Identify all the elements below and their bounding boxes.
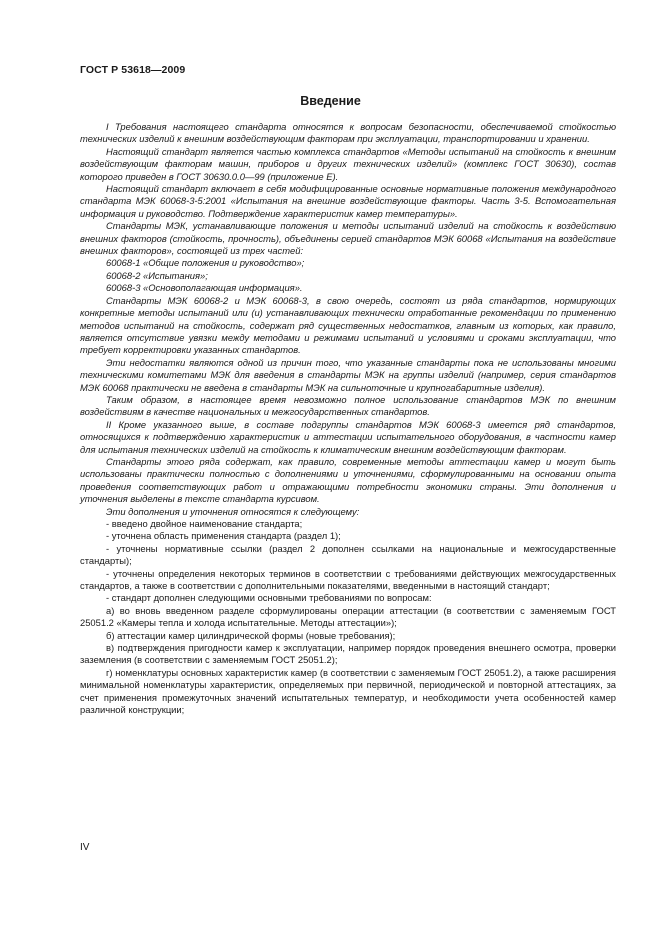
- paragraph: Стандарты этого ряда содержат, как правило, современные методы аттестации камер и могут быть использованы практически полностью с дополнениями и уточнениями, сформулированными на основании опыта проведения соответствующих работ и отражающими потребности экономики страны. Эти дополнения и уточнения выделены в тексте стандарта курсивом.: [80, 455, 616, 505]
- list-item: г) номенклатуры основных характеристик камер (в соответствии с заменяемым ГОСТ 25051.2), а также расширения минимальной номенклатуры характеристик, определяемых при первичной, периодической и повторной аттестациях, за счет применения промежуточных значений испытательных температур, и необходимости учета особенностей камер различной конструкции;: [80, 666, 616, 716]
- list-item: - уточнены определения некоторых терминов в соответствии с требованиями действующих межгосударственных стандартов, а также в соответствии с дополнительными показателями, введенными в настоящий стандарт;: [80, 567, 616, 592]
- paragraph: Настоящий стандарт является частью комплекса стандартов «Методы испытаний на стойкость к внешним воздействующим факторам машин, приборов и других технических изделий» (комплекс ГОСТ 30630), состав которого приведен в ГОСТ 30630.0.0—99 (приложение Е).: [80, 145, 616, 182]
- paragraph: Эти дополнения и уточнения относятся к следующему:: [106, 505, 360, 517]
- paragraph: Настоящий стандарт включает в себя модифицированные основные нормативные положения международного стандарта МЭК 60068-3-5:2001 «Испытания на внешние воздействующие факторы. Часть 3-5. Вспомогательная информация и руководство. Подтверждение характеристик камер температуры».: [80, 183, 616, 219]
- list-item: в) подтверждения пригодности камер к эксплуатации, например порядок проведения внешнего осмотра, проверки заземления (в соответствии с заменяемым ГОСТ 25051.2);: [80, 642, 616, 666]
- list-item: 60068-3 «Основополагающая информация».: [106, 282, 303, 294]
- document-body: [80, 121, 616, 717]
- list-item: - уточнена область применения стандарта (раздел 1);: [106, 530, 341, 542]
- list-item: - уточнены нормативные ссылки (раздел 2 дополнен ссылками на национальные и межгосударственные стандарты);: [80, 542, 616, 567]
- paragraph: Таким образом, в настоящее время невозможно полное использование стандартов МЭК по внешним воздействиям в качестве национальных и межгосударственных стандартов.: [80, 393, 616, 418]
- list-item: б) аттестации камер цилиндрической формы (новые требования);: [106, 629, 396, 641]
- section-title: Введение: [300, 94, 361, 108]
- list-item: 60068-1 «Общие положения и руководство»;: [106, 257, 305, 269]
- paragraph: Эти недостатки являются одной из причин того, что указанные стандарты пока не использованы многими техническими комитетами МЭК для введения в стандарты МЭК на группы изделий (например, серия стандартов МЭК 60068 практически не введена в стандарты МЭК на сильноточные и крупногабаритные изделия).: [80, 356, 616, 393]
- list-item: - стандарт дополнен следующими основными требованиями по вопросам:: [106, 592, 432, 604]
- paragraph: II Кроме указанного выше, в составе подгруппы стандартов МЭК 60068-3 имеется ряд стандартов, относящихся к подтверждению характеристик и аттестации испытательного оборудования, в частности камер для испытания технических изделий на стойкость к климатическим внешним воздействующим факторам.: [80, 418, 616, 455]
- paragraph: Стандарты МЭК 60068-2 и МЭК 60068-3, в свою очередь, состоят из ряда стандартов, нормирующих конкретные методы испытаний или (и) устанавливающих технически отработанные рекомендации по применению методов испытаний на стойкость, содержат ряд существенных недостатков, главным из которых, как правило, является отсутствие увязки между методами и режимами испытаний и условиями и сроками эксплуатации, что требует корректировки указанных стандартов.: [80, 294, 616, 356]
- paragraph: I Требования настоящего стандарта относятся к вопросам безопасности, обеспечиваемой стойкостью технических изделий к внешним воздействующим факторам при эксплуатации, транспортировании и хранении.: [80, 121, 616, 145]
- list-item: а) во вновь введенном разделе сформулированы операции аттестации (в соответствии с заменяемым ГОСТ 25051.2 «Камеры тепла и холода испытательные. Методы аттестации»);: [80, 604, 616, 629]
- page-number: IV: [80, 842, 90, 853]
- paragraph: Стандарты МЭК, устанавливающие положения и методы испытаний изделий на стойкость к воздействию внешних факторов (стойкость, прочность), объединены серией стандартов МЭК 60068 «Испытания на воздействие внешних факторов», состоящей из трех частей:: [80, 220, 616, 257]
- list-item: 60068-2 «Испытания»;: [106, 269, 208, 281]
- list-item: - введено двойное наименование стандарта;: [106, 518, 303, 529]
- standard-header: ГОСТ Р 53618—2009: [80, 64, 186, 76]
